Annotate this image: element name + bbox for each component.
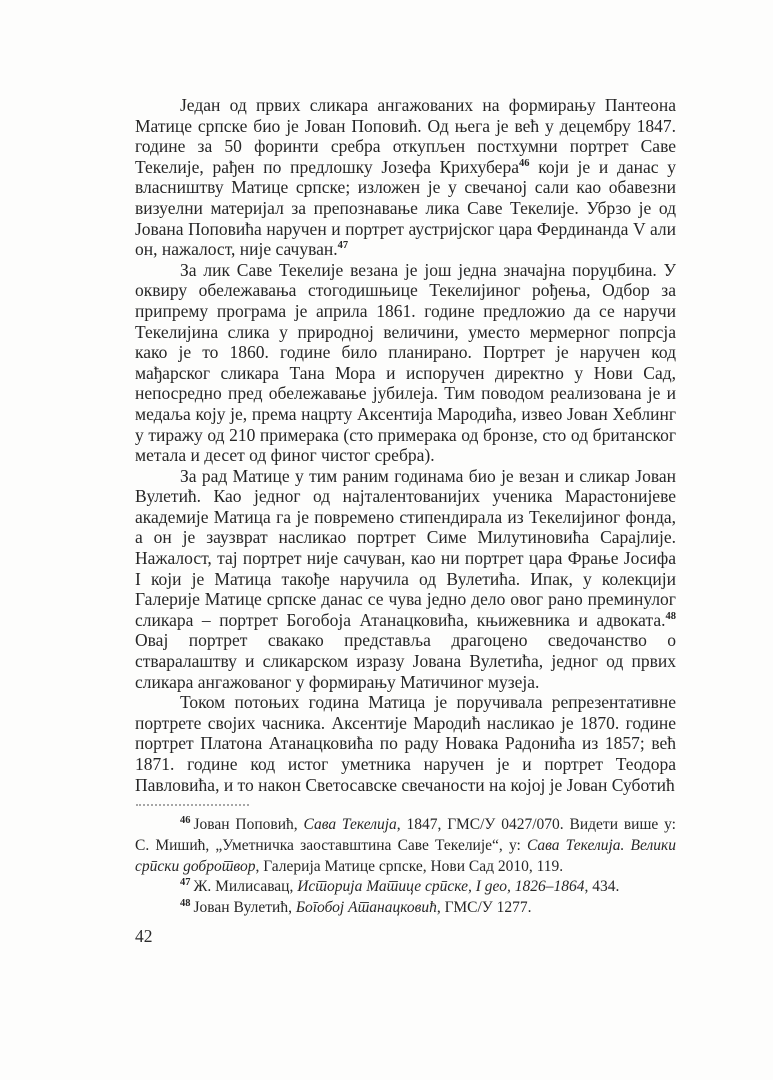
footnote-ref-48: 48 — [665, 611, 676, 623]
paragraph-1 — [135, 95, 676, 260]
footnote-text-segment: , 434. — [584, 878, 620, 896]
paragraph-3 — [135, 466, 676, 693]
paragraph-text: Један од првих сликара ангажованих на формирању Пантеона Матице српске био је Јован Поповић. Од њега је већ у децембру 1847. године за 50 форинти сребра откупљен постхумни портрет Саве Текелије, рађен по предлошку Јозефа Крихубера — [135, 95, 676, 177]
paragraph-4 — [135, 692, 676, 795]
paragraph-text: који је и данас у власништву Матице српске; изложен је у свечаној сали као обавезни визуелни материјал за препознавање лика Саве Текелије. Убрзо је од Јована Поповића наручен и портрет аустријског цара Фердинанда V али он, нажалост, није сачуван. — [135, 156, 676, 260]
footnote-text-segment: Јован Вулетић, — [193, 899, 296, 917]
footnote-48 — [135, 898, 676, 919]
footnote-title-italic: Богобој Атанацковић — [295, 899, 437, 917]
footnote-46 — [135, 815, 676, 877]
paragraph-text: За лик Саве Текелије везана је још једна значајна поруџбина. У оквиру обележавања стогодишњице Текелијиног рођења, Одбор за припрему програма је априла 1861. године предложио да се наручи Текелијина слика у природној величини, уместо мермерног попрсја како је то 1860. године било планирано. Портрет је наручен код мађарског сликара Тана Мора и испоручен директно у Нови Сад, непосредно пред обележавање јубилеја. Тим поводом реализована је и медаља коју је, према нацрту Аксентија Мародића, извео Јован Хеблинг у тиражу од 210 примерака (сто примерака од бронзе, сто од британског метала и десет од финог чистог сребра). — [135, 259, 676, 466]
footnote-text-segment: , ГМС/У 1277. — [436, 899, 532, 917]
footnote-text-segment: Јован Поповић, — [193, 816, 304, 833]
footnote-title-italic: Историја Матице српске, I део, 1826–1864 — [297, 878, 585, 896]
footnote-number: 46 — [180, 814, 191, 826]
paragraph-2 — [135, 260, 676, 466]
footnote-title-italic: Сава Текелија — [303, 816, 397, 833]
footnote-number: 48 — [180, 898, 191, 910]
paragraph-text: Током потоњих година Матица је поручивала репрезентативне портрете својих часника. Аксентије Мародић насликао је 1870. године портрет Платона Атанацковића по раду Новака Радонића из 1857; већ 1871. године код истог уметника наручен је и портрет Теодора Павловића, и то након Светосавске свечаности на којој је Јован Суботић — [135, 692, 676, 795]
page-number: 42 — [135, 926, 153, 946]
footnote-area — [135, 804, 676, 919]
footnote-text-segment: , Галерија Матице српске, Нови Сад 2010, 119. — [255, 857, 564, 875]
footnote-text-segment: Ж. Милисавац, — [193, 878, 298, 896]
footnote-47 — [135, 877, 676, 898]
paragraph-text: За рад Матице у тим раним годинама био је везан и сликар Јован Вулетић. Као једног од најталентованијих ученика Марастонијеве академије Матица га је повремено стипендирала из Текелијиног фонда, а он је заузврат насликао портрет Симе Милутиновића Сарајлије. Нажалост, тај портрет није сачуван, као ни портрет цара Фрање Јосифа I који је Матица такође наручила од Вулетића. Ипак, у колекцији Галерије Матице српске данас се чува једно дело овог рано преминулог сликара – портрет Богобоја Атанацковића, књижевника и адвоката. — [135, 465, 676, 630]
footnote-title-italic: Сава Текелија. Велики српски добротвор — [135, 836, 676, 875]
footnote-text-segment: , 1847, ГМС/У 0427/070. Видети више у: С. Мишић, „Уметничка заоставштина Саве Текелије“, у: — [135, 816, 676, 854]
body-text — [135, 95, 676, 795]
footnote-separator — [136, 804, 249, 806]
footnote-number: 47 — [180, 877, 191, 889]
paragraph-text: Овај портрет свакако представља драгоцено сведочанство о стваралаштву и сликарском изразу Јована Вулетића, једног од првих сликара ангажованог у формирању Матичиног музеја. — [135, 630, 676, 692]
footnote-ref-46: 46 — [518, 157, 530, 169]
footnote-ref-47: 47 — [337, 240, 349, 252]
